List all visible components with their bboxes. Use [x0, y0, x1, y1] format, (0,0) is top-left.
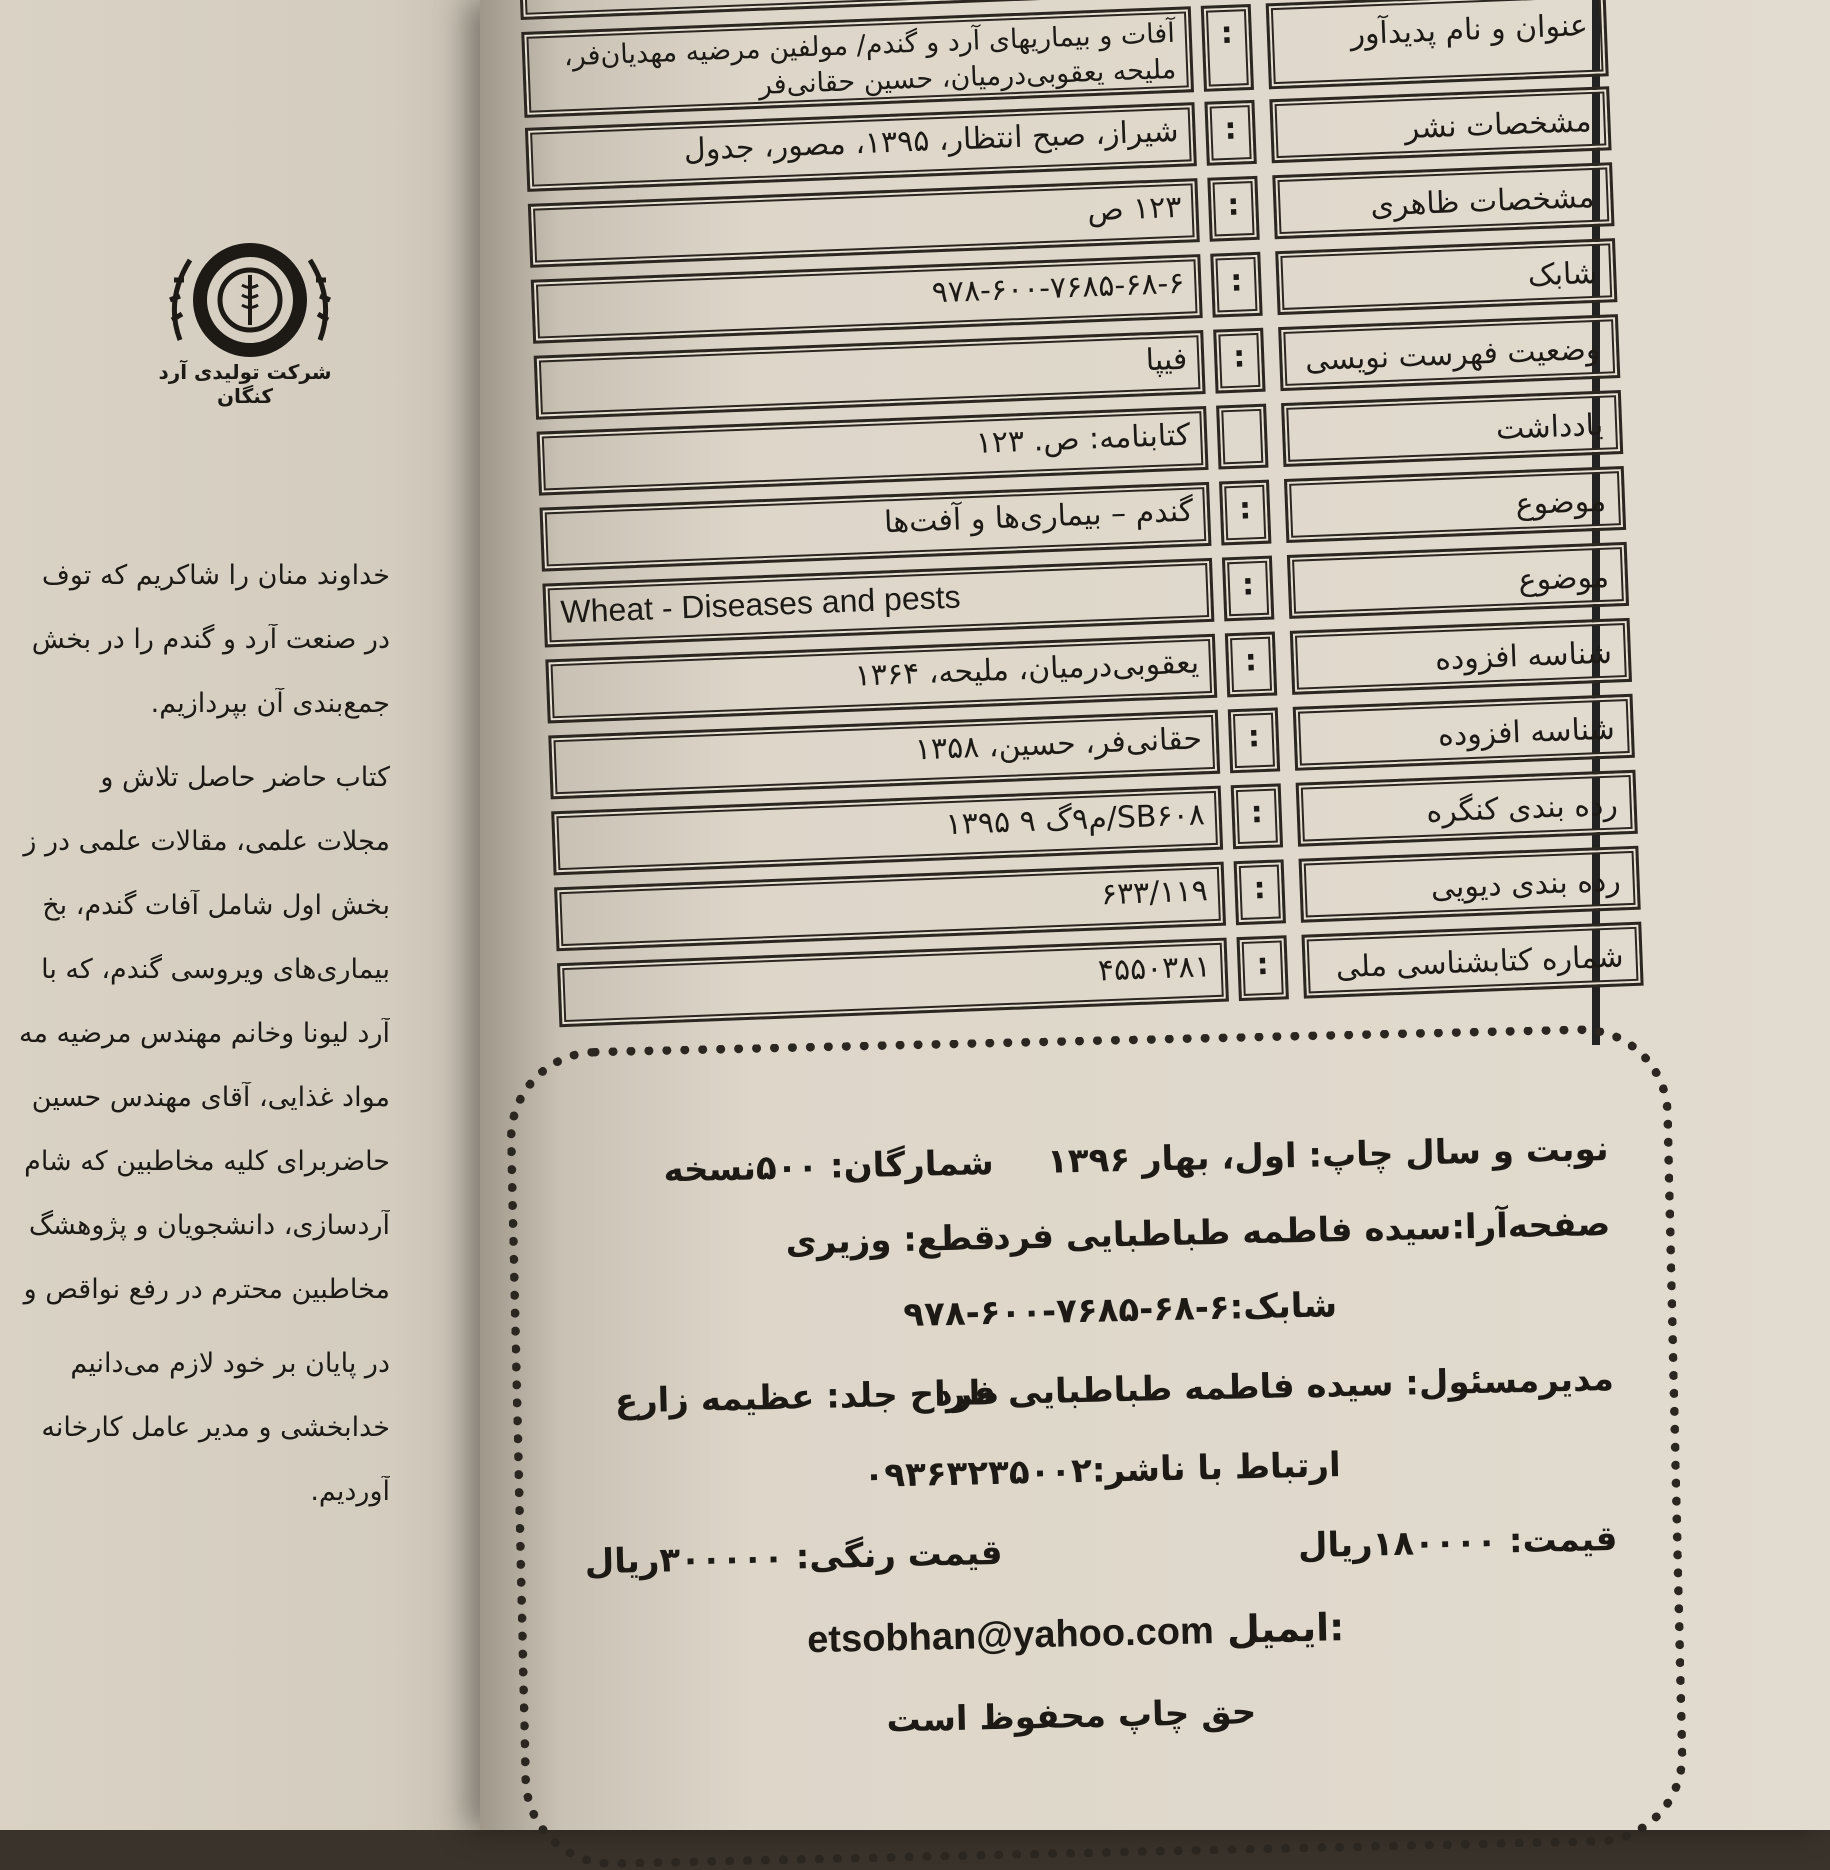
row-label: مشخصات ظاهری: [1272, 162, 1614, 239]
company-logo: [160, 240, 340, 360]
row-value: ۴۵۵۰۳۸۱: [557, 938, 1229, 1028]
row-label: شابک: [1275, 238, 1617, 315]
isbn-text: شابک:۶-۶۸-۷۶۸۵-۶۰۰-۹۷۸: [902, 1285, 1338, 1336]
row-colon: :: [1201, 4, 1254, 92]
text-line: آردسازی، دانشجویان و پژوهشگ: [28, 1210, 390, 1241]
text-line: مواد غذایی، آقای مهندس حسین: [31, 1082, 390, 1113]
row-label: وضعیت فهرست نویسی: [1278, 314, 1620, 391]
row-colon: :: [1210, 252, 1262, 318]
text-line: کتاب حاضر حاصل تلاش و: [100, 762, 390, 793]
text-line: بخش اول شامل آفات گندم، بخ: [42, 890, 390, 921]
row-label: مشخصات نشر: [1269, 86, 1611, 163]
text-line: بیماری‌های ویروسی گندم، که با: [41, 954, 390, 985]
row-value: حقانی‌فر، حسین، ۱۳۵۸: [548, 710, 1220, 800]
email-label: ایمیل:: [1226, 1605, 1345, 1652]
cataloging-table: [520, 0, 1669, 1033]
email-line: [807, 1605, 1345, 1662]
imprint-box: [505, 1024, 1688, 1870]
row-value: ۹۷۸-۶۰۰-۷۶۸۵-۶۸-۶: [531, 254, 1203, 344]
row-colon: :: [1204, 100, 1256, 166]
left-page-text: [0, 560, 390, 1540]
format-text: قطع: وزیری: [785, 1217, 996, 1263]
row-colon: :: [1207, 176, 1259, 242]
row-value: آفات و بیماریهای آرد و گندم/ مولفین مرضیه مهدیان‌فر، ملیحه یعقوبی‌درمیان، حسین حقانی‌فر: [521, 6, 1194, 118]
row-value: SB۶۰۸/م۹گ ۹ ۱۳۹۵: [551, 786, 1223, 876]
text-line: در پایان بر خود لازم می‌دانیم: [70, 1348, 390, 1379]
row-label: موضوع: [1284, 466, 1626, 543]
cover-designer-text: طراح جلد: عظیمه زارع: [614, 1372, 1000, 1422]
row-value: گندم – بیماری‌ها و آفت‌ها: [540, 482, 1212, 572]
copyright-text: حق چاپ محفوظ است: [886, 1692, 1257, 1741]
row-colon: :: [1228, 707, 1280, 773]
row-colon: :: [1234, 859, 1286, 925]
left-page: [0, 0, 560, 1830]
text-line: جمع‌بندی آن بپردازیم.: [150, 688, 390, 719]
contact-text: ارتباط با ناشر:۰۹۳۶۳۲۳۵۰۰۲: [863, 1445, 1342, 1496]
print-run-text: شمارگان: ۵۰۰نسخه: [662, 1142, 995, 1191]
row-colon: [1216, 404, 1268, 470]
row-label: شناسه افزوده: [1293, 694, 1635, 771]
text-line: حاضربرای کلیه مخاطبین که شام: [24, 1146, 390, 1177]
row-label: رده بندی کنگره: [1296, 770, 1638, 847]
row-colon: :: [1225, 631, 1277, 697]
row-colon: :: [1222, 556, 1274, 622]
text-line: در صنعت آرد و گندم را در بخش: [31, 624, 390, 655]
row-label: رده بندی دیویی: [1299, 846, 1641, 923]
text-line: مخاطبین محترم در رفع نواقص و: [23, 1274, 390, 1305]
row-value: شیراز، صبح انتظار، ۱۳۹۵، مصور، جدول: [525, 102, 1197, 192]
row-colon: :: [1219, 480, 1271, 546]
row-value: Wheat - Diseases and pests: [542, 558, 1214, 648]
row-label: یادداشت: [1281, 390, 1623, 467]
row-colon: :: [1213, 328, 1265, 394]
logo-caption: شرکت تولیدی آرد کنگان: [158, 360, 332, 408]
email-address[interactable]: etsobhan@yahoo.com: [806, 1610, 1215, 1662]
row-label: شماره کتابشناسی ملی: [1301, 922, 1643, 999]
row-value: ۱۲۳ ص: [528, 178, 1200, 268]
edition-text: نوبت و سال چاپ: اول، بهار ۱۳۹۶: [1046, 1128, 1609, 1182]
text-line: خدابخشی و مدیر عامل کارخانه: [41, 1412, 390, 1443]
text-line: آرد لیونا وخانم مهندس مرضیه مه: [18, 1018, 390, 1049]
manager-text: مدیرمسئول: سیده فاطمه طباطبایی فرد: [934, 1358, 1615, 1415]
row-label: شناسه افزوده: [1290, 618, 1632, 695]
row-value: ۶۳۳/۱۱۹: [554, 862, 1226, 952]
text-line: خداوند منان را شاکریم که توف: [41, 560, 390, 591]
text-line: آوردیم.: [310, 1476, 390, 1507]
row-value: یعقوبی‌درمیان، ملیحه، ۱۳۶۴: [545, 634, 1217, 724]
row-value: فیپا: [534, 330, 1206, 420]
row-colon: :: [1237, 935, 1289, 1001]
row-label: موضوع: [1287, 542, 1629, 619]
row-colon: :: [1231, 783, 1283, 849]
price-text: قیمت: ۱۸۰۰۰۰ریال: [1297, 1518, 1618, 1567]
row-label: عنوان و نام پدیدآور: [1266, 0, 1609, 89]
text-line: مجلات علمی، مقالات علمی در ز: [23, 826, 390, 857]
row-value: کتابنامه: ص. ۱۲۳: [537, 406, 1209, 496]
color-price-text: قیمت رنگی: ۳۰۰۰۰۰ریال: [584, 1532, 1003, 1583]
layout-designer-text: صفحه‌آرا:سیده فاطمه طباطبایی فرد: [992, 1203, 1611, 1258]
